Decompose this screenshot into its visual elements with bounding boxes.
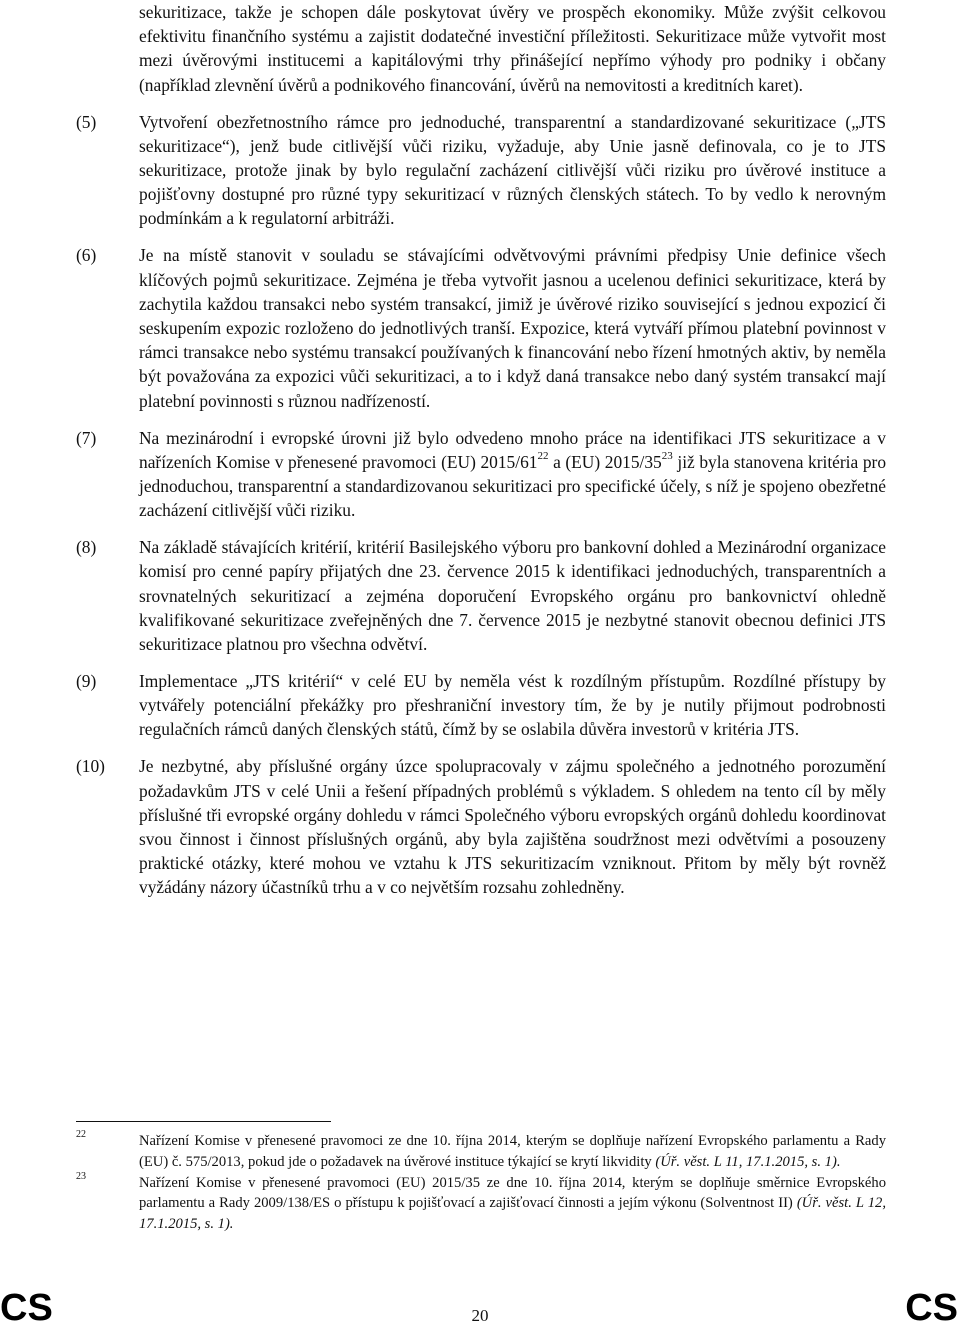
recital-number: (6): [76, 245, 97, 266]
footnotes: [76, 1131, 886, 1235]
footnote-oj-reference: (Úř. věst. L 11, 17.1.2015, s. 1).: [655, 1153, 841, 1170]
recital-text: Implementace „JTS kritérií“ v celé EU by neměla vést k rozdílným přístupům. Rozdílné přístupy by vytvářely potenciální překážky pro přeshraniční investory tím, že by je nutily přijmout podrobnosti regulačních rámců daných členských států, čímž by se oslabila důvěra investorů v kritéria JTS.: [139, 671, 886, 740]
footnote-oj-reference: (Úř. věst. L 12, 17.1.2015, s. 1).: [139, 1195, 886, 1233]
footnote-body: Nařízení Komise v přenesené pravomoci ze dne 10. října 2014, kterým se doplňuje nařízení Evropského parlamentu a Rady (EU) č. 575/2013, pokud jde o požadavek na úvěrové instituce týkající se krytí likvidity: [139, 1133, 886, 1170]
footnote-separator: [76, 1121, 331, 1122]
recital-10: [76, 754, 886, 899]
footnote-body: Nařízení Komise v přenesené pravomoci (EU) 2015/35 ze dne 10. října 2014, kterým se doplňuje směrnice Evropského parlamentu a Rady 2009/138/ES o přístupu k pojišťovací a zajišťovací činnosti a jejím výkonu (Solventnost II): [139, 1174, 886, 1212]
recital-text: Je nezbytné, aby příslušné orgány úzce spolupracovaly v zájmu společného a jednotného porozumění požadavkům JTS v celé Unii a řešení případných problémů s výkladem. S ohledem na tento cíl by měly příslušné tři evropské orgány dohledu v rámci Společného výboru evropských orgánů dohledu koordinovat svou činnost i činnost příslušných orgánů, aby byla zajištěna soudržnost mezi odvětvími a posouzeny praktické otázky, které mohou ve vztahu k JTS sekuritizacím vzniknout. Přitom by měly být rovněž vyžádány názory účastníků trhu a v co největším rozsahu zohledněny.: [139, 756, 886, 898]
footnote-text: [139, 1173, 886, 1235]
recital-number: (7): [76, 427, 97, 448]
recital-6: [76, 243, 886, 412]
recital-number: (5): [76, 111, 97, 132]
recital-text-part: Na mezinárodní i evropské úrovni již bylo odvedeno mnoho práce na identifikaci JTS sekuritizace a v nařízeních Komise v přenesené pravomoci (EU) 2015/61: [139, 427, 886, 472]
footnote-ref-22[interactable]: 22: [537, 450, 549, 463]
language-code-right: CS: [905, 1287, 958, 1329]
document-body: [76, 0, 886, 900]
footnote-text: [139, 1131, 886, 1173]
intro-paragraph: sekuritizace, takže je schopen dále poskytovat úvěry ve prospěch ekonomiky. Může zvýšit celkovou efektivitu finančního systému a zajistit dodatečné investiční příležitosti. Sekuritizace může vytvořit most mezi úvěrovými institucemi a kapitálovými trhy přinášející nepřímo výhody pro podniky i občany (například zlevnění úvěrů a podnikového financování, úvěrů na nemovitosti a kreditních karet).: [139, 2, 886, 95]
page-number: 20: [471, 1306, 489, 1325]
recital-number: (8): [76, 537, 97, 558]
recital-number: (10): [76, 756, 105, 777]
recital-8: [76, 535, 886, 656]
recital-text: Vytvoření obezřetnostního rámce pro jednoduché, transparentní a standardizované sekuritizace („JTS sekuritizace“), jenž bude citlivější vůči riziku, vyžaduje, aby Unie jasně definovala, co je to JTS sekuritizace, protože jinak by bylo regulační zacházení citlivější vůči riziku pro úvěrové instituce a pojišťovny dostupné pro různé typy sekuritizací v různých členských státech. To by vedlo k nerovným podmínkám a k regulatorní arbitráži.: [139, 111, 886, 229]
recital-9: [76, 669, 886, 742]
recital-text: Na základě stávajících kritérií, kritérií Basilejského výboru pro bankovní dohled a Mezinárodní organizace komisí pro cenné papíry přijatých dne 23. července 2015 k identifikaci jednoduchých, transparentních a srovnatelných sekuritizací a zejména doporučení Evropského orgánu pro bankovnictví ohledně kvalifikované sekuritizace zveřejněných dne 7. července 2015 je nezbytné stanovit obecnou definici JTS sekuritizace platnou pro všechna odvětví.: [139, 537, 886, 655]
footnote-22: [76, 1131, 886, 1173]
recital-number: (9): [76, 671, 97, 692]
recital-text: Je na místě stanovit v souladu se stávajícími odvětvovými právními předpisy Unie definice všech klíčových pojmů sekuritizace. Zejména je třeba vytvořit jasnou a ucelenou definici sekuritizace, která by zachytila každou transakci nebo systém transakcí, jimiž je úvěrové riziko související s jednou expozicí či seskupením expozic rozloženo do jednotlivých tranší. Expozice, která vytváří přímou platební povinnost v rámci transakce nebo systému transakcí používaných k financování nebo řízení hmotných aktiv, by neměla být považována za expozici vůči sekuritizaci, a to i když daná transakce nebo daný systém transakcí mají platební povinnosti s různou nadřízeností.: [139, 245, 886, 411]
recital-text-part: již byla stanovena kritéria pro jednoduchou, transparentní a standardizovanou sekuritizaci pro specifické účely, s níž je spojeno obezřetné zacházení citlivější vůči riziku.: [139, 451, 887, 521]
footnote-number: 23: [76, 1170, 86, 1182]
recital-text-part: a (EU) 2015/35: [548, 451, 662, 472]
recital-5: [76, 110, 886, 231]
recital-text: [139, 426, 886, 523]
recital-7: [76, 426, 886, 523]
language-code-left: CS: [0, 1287, 53, 1329]
footnote-23: [76, 1170, 886, 1235]
footnote-number: 22: [76, 1129, 86, 1140]
footnote-ref-23[interactable]: 23: [661, 450, 673, 463]
